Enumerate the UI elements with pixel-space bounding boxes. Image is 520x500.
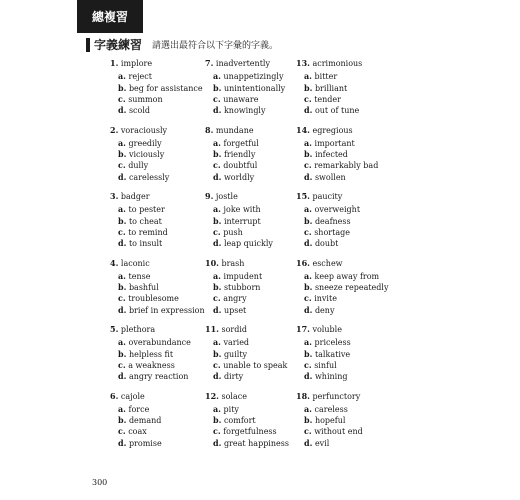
option-letter: d. <box>213 105 222 116</box>
option-letter: d. <box>304 371 313 382</box>
option-letter: b. <box>118 82 127 93</box>
question-number: 4. <box>110 257 119 268</box>
answer-option <box>296 349 406 360</box>
option-text: deny <box>314 305 335 315</box>
option-text: important <box>314 138 355 148</box>
answer-option <box>110 172 205 183</box>
option-text: varied <box>223 338 250 348</box>
option-text: push <box>223 227 243 237</box>
question-item <box>205 391 296 458</box>
option-text: pity <box>223 404 239 414</box>
option-letter: b. <box>304 149 313 160</box>
answer-option <box>296 404 406 415</box>
option-text: promise <box>128 438 162 448</box>
answer-option <box>205 426 296 437</box>
option-letter: b. <box>304 348 313 359</box>
answer-option <box>110 349 205 360</box>
option-text: unable to speak <box>223 360 288 370</box>
option-letter: c. <box>118 359 126 370</box>
option-letter: b. <box>118 149 127 160</box>
question-head <box>205 391 296 402</box>
option-letter: a. <box>304 204 312 215</box>
option-text: a weakness <box>128 360 175 370</box>
question-number: 15. <box>296 191 310 201</box>
option-letter: b. <box>118 348 127 359</box>
question-number: 11. <box>205 324 219 334</box>
section-title: 字義練習 <box>94 38 143 52</box>
question-word: voraciously <box>120 125 168 135</box>
answer-option <box>110 415 205 426</box>
question-word: solace <box>221 391 247 401</box>
answer-option <box>296 371 406 382</box>
answer-option <box>205 349 296 360</box>
option-text: to pester <box>128 205 165 215</box>
option-text: comfort <box>223 416 256 426</box>
question-number: 13. <box>296 58 310 68</box>
option-letter: d. <box>213 437 222 448</box>
option-letter: b. <box>118 415 127 426</box>
question-grid <box>110 58 406 457</box>
option-letter: a. <box>304 403 312 414</box>
question-head <box>296 258 406 269</box>
answer-option <box>110 227 205 238</box>
option-letter: a. <box>118 337 126 348</box>
answer-option <box>205 238 296 249</box>
question-item <box>110 391 205 458</box>
question-head <box>110 125 205 136</box>
option-text: whining <box>314 372 348 382</box>
answer-option <box>110 105 205 116</box>
question-number: 18. <box>296 390 310 401</box>
option-letter: c. <box>304 93 312 104</box>
answer-option <box>296 94 406 105</box>
option-letter: b. <box>118 215 127 226</box>
section-instruction: 請選出最符合以下字彙的字義。 <box>152 41 279 51</box>
option-letter: b. <box>304 82 313 93</box>
question-item <box>110 191 205 258</box>
option-text: out of tune <box>314 106 360 116</box>
question-item <box>205 58 296 125</box>
option-letter: a. <box>304 137 312 148</box>
answer-option <box>110 293 205 304</box>
option-letter: d. <box>213 171 222 182</box>
question-number: 17. <box>296 324 310 334</box>
option-text: sneeze repeatedly <box>314 283 389 293</box>
option-text: forgetfulness <box>223 427 277 437</box>
option-letter: c. <box>304 226 312 237</box>
answer-option <box>205 415 296 426</box>
answer-option <box>205 105 296 116</box>
question-word: badger <box>120 192 150 201</box>
option-letter: a. <box>213 204 221 215</box>
option-letter: a. <box>118 403 126 414</box>
question-item <box>110 258 205 325</box>
answer-option <box>296 415 406 426</box>
answer-option <box>296 271 406 282</box>
option-letter: a. <box>304 71 312 82</box>
option-letter: b. <box>304 282 313 293</box>
option-text: summon <box>128 94 163 104</box>
option-letter: d. <box>118 105 127 116</box>
option-letter: c. <box>118 426 126 437</box>
question-number: 7. <box>205 58 214 68</box>
option-text: helpless fit <box>128 349 174 359</box>
option-text: keep away from <box>314 271 380 281</box>
option-text: sinful <box>314 360 337 370</box>
answer-option <box>110 426 205 437</box>
question-item <box>296 58 406 125</box>
option-letter: b. <box>213 215 222 226</box>
option-letter: d. <box>304 171 313 182</box>
answer-option <box>205 172 296 183</box>
question-number: 3. <box>110 191 119 201</box>
answer-option <box>296 337 406 348</box>
answer-option <box>205 438 296 449</box>
option-letter: a. <box>118 204 126 215</box>
question-word: implore <box>120 59 153 68</box>
question-word: egregious <box>312 125 353 135</box>
question-head <box>296 125 406 136</box>
answer-option <box>205 360 296 371</box>
answer-option <box>205 293 296 304</box>
question-number: 16. <box>296 257 310 268</box>
section-header <box>86 36 278 53</box>
option-letter: c. <box>118 93 126 104</box>
answer-option <box>296 305 406 316</box>
option-text: impudent <box>223 271 263 281</box>
option-text: doubtful <box>223 161 258 171</box>
answer-option <box>296 204 406 215</box>
option-text: evil <box>314 438 330 448</box>
question-item <box>296 258 406 325</box>
option-letter: a. <box>304 337 312 348</box>
question-word: mundane <box>215 125 254 135</box>
option-text: doubt <box>314 239 339 249</box>
question-number: 5. <box>110 324 119 334</box>
option-letter: d. <box>304 437 313 448</box>
answer-option <box>110 149 205 160</box>
option-letter: a. <box>304 270 312 281</box>
answer-option <box>205 149 296 160</box>
answer-option <box>205 216 296 227</box>
question-head <box>110 58 205 69</box>
question-word: paucity <box>312 192 343 201</box>
answer-option <box>205 271 296 282</box>
option-letter: b. <box>304 215 313 226</box>
option-letter: d. <box>213 371 222 382</box>
answer-option <box>205 337 296 348</box>
question-item <box>205 324 296 391</box>
answer-option <box>205 160 296 171</box>
option-text: interrupt <box>223 216 261 226</box>
option-text: brief in expression <box>128 305 205 315</box>
answer-option <box>205 94 296 105</box>
answer-option <box>205 71 296 82</box>
option-text: angry <box>223 294 247 304</box>
question-word: plethora <box>120 325 156 334</box>
answer-option <box>110 305 205 316</box>
option-letter: c. <box>213 160 221 171</box>
option-letter: b. <box>213 415 222 426</box>
answer-option <box>205 138 296 149</box>
answer-option <box>110 83 205 94</box>
question-head <box>205 258 296 269</box>
question-head <box>110 191 205 202</box>
question-word: sordid <box>221 325 248 334</box>
option-letter: d. <box>304 238 313 249</box>
option-letter: d. <box>118 371 127 382</box>
answer-option <box>110 138 205 149</box>
answer-option <box>110 204 205 215</box>
option-letter: c. <box>304 160 312 171</box>
option-text: bitter <box>314 72 338 82</box>
question-word: inadvertently <box>215 59 270 68</box>
option-letter: b. <box>118 282 127 293</box>
answer-option <box>110 160 205 171</box>
option-text: overabundance <box>128 338 191 348</box>
answer-option <box>205 204 296 215</box>
option-text: to cheat <box>128 216 162 226</box>
option-letter: d. <box>118 437 127 448</box>
option-text: upset <box>223 305 247 315</box>
option-letter: b. <box>213 82 222 93</box>
option-text: priceless <box>314 338 351 348</box>
option-text: remarkably bad <box>314 161 379 171</box>
question-head <box>205 125 296 136</box>
option-text: carelessly <box>128 172 170 182</box>
question-head <box>110 391 205 402</box>
question-head <box>110 324 205 335</box>
option-text: unaware <box>223 94 259 104</box>
option-text: coax <box>128 427 147 437</box>
option-text: tense <box>128 271 151 281</box>
answer-option <box>296 227 406 238</box>
answer-option <box>205 305 296 316</box>
option-letter: b. <box>213 348 222 359</box>
question-item <box>205 258 296 325</box>
option-letter: d. <box>118 238 127 249</box>
option-text: without end <box>314 427 363 437</box>
answer-option <box>296 149 406 160</box>
option-text: bashful <box>128 283 159 293</box>
option-text: dirty <box>223 372 244 382</box>
option-text: scold <box>128 106 151 116</box>
option-letter: a. <box>213 403 221 414</box>
option-text: overweight <box>314 205 361 215</box>
option-text: tender <box>314 94 341 104</box>
question-head <box>296 324 406 335</box>
option-letter: c. <box>213 93 221 104</box>
question-item <box>296 391 406 458</box>
page-number: 300 <box>92 478 108 487</box>
answer-option <box>296 426 406 437</box>
answer-option <box>110 271 205 282</box>
answer-option <box>110 360 205 371</box>
answer-option <box>110 371 205 382</box>
question-word: perfunctory <box>312 391 361 401</box>
option-text: brilliant <box>314 83 348 93</box>
answer-option <box>296 293 406 304</box>
answer-option <box>296 238 406 249</box>
option-text: stubborn <box>223 283 261 293</box>
option-text: force <box>128 404 150 414</box>
question-head <box>296 391 406 402</box>
option-text: viciously <box>128 150 165 160</box>
question-item <box>110 125 205 192</box>
answer-option <box>110 337 205 348</box>
answer-option <box>296 83 406 94</box>
answer-option <box>296 360 406 371</box>
option-letter: c. <box>118 293 126 304</box>
question-item <box>205 191 296 258</box>
answer-option <box>205 282 296 293</box>
option-text: deafness <box>314 216 351 226</box>
option-letter: c. <box>213 426 221 437</box>
question-number: 6. <box>110 390 119 401</box>
answer-option <box>296 282 406 293</box>
answer-option <box>205 371 296 382</box>
option-letter: d. <box>213 304 222 315</box>
answer-option <box>296 138 406 149</box>
answer-option <box>110 438 205 449</box>
option-letter: a. <box>213 137 221 148</box>
question-word: brash <box>221 258 245 268</box>
answer-option <box>205 83 296 94</box>
option-letter: d. <box>118 304 127 315</box>
option-text: joke with <box>223 205 261 215</box>
option-text: unappetizingly <box>223 72 284 82</box>
question-number: 1. <box>110 58 119 68</box>
question-item <box>296 191 406 258</box>
answer-option <box>110 282 205 293</box>
option-text: unintentionally <box>223 83 286 93</box>
question-word: jostle <box>215 192 238 201</box>
option-text: reject <box>128 72 152 82</box>
option-text: greedily <box>128 138 162 148</box>
section-bar-marker <box>86 38 90 52</box>
answer-option <box>205 404 296 415</box>
option-text: swollen <box>314 172 346 182</box>
question-word: acrimonious <box>312 59 363 68</box>
option-letter: d. <box>304 105 313 116</box>
question-word: eschew <box>312 258 343 268</box>
option-text: to remind <box>128 227 168 237</box>
option-text: to insult <box>128 239 163 249</box>
option-letter: c. <box>213 359 221 370</box>
option-letter: a. <box>118 137 126 148</box>
answer-option <box>205 227 296 238</box>
question-number: 14. <box>296 124 310 135</box>
question-head <box>205 58 296 69</box>
option-letter: d. <box>118 171 127 182</box>
option-letter: c. <box>304 293 312 304</box>
answer-option <box>296 216 406 227</box>
option-text: beg for assistance <box>128 83 203 93</box>
chapter-tab-label: 總複習 <box>91 10 128 24</box>
option-letter: c. <box>118 226 126 237</box>
answer-option <box>110 94 205 105</box>
option-letter: a. <box>213 270 221 281</box>
option-text: hopeful <box>314 416 346 426</box>
question-head <box>296 191 406 202</box>
question-number: 2. <box>110 124 119 135</box>
answer-option <box>296 160 406 171</box>
question-item <box>110 324 205 391</box>
option-letter: c. <box>304 359 312 370</box>
question-number: 10. <box>205 257 219 268</box>
option-text: careless <box>314 404 348 414</box>
option-text: infected <box>314 150 348 160</box>
question-head <box>296 58 406 69</box>
option-letter: c. <box>213 226 221 237</box>
option-letter: c. <box>118 160 126 171</box>
option-text: troublesome <box>128 294 179 304</box>
question-item <box>296 324 406 391</box>
answer-option <box>110 404 205 415</box>
option-text: great happiness <box>223 438 289 448</box>
question-head <box>205 324 296 335</box>
option-letter: b. <box>213 149 222 160</box>
option-text: talkative <box>314 349 351 359</box>
option-text: invite <box>314 294 337 304</box>
option-letter: b. <box>304 415 313 426</box>
option-text: guilty <box>223 349 248 359</box>
option-text: dully <box>128 161 149 171</box>
answer-option <box>110 71 205 82</box>
question-word: laconic <box>120 258 150 268</box>
option-letter: b. <box>213 282 222 293</box>
answer-option <box>110 238 205 249</box>
answer-option <box>296 172 406 183</box>
question-item <box>205 125 296 192</box>
answer-option <box>296 71 406 82</box>
option-letter: d. <box>304 304 313 315</box>
option-letter: a. <box>213 337 221 348</box>
option-letter: c. <box>213 293 221 304</box>
question-number: 8. <box>205 124 214 135</box>
question-word: cajole <box>120 391 145 401</box>
option-letter: a. <box>213 71 221 82</box>
question-number: 9. <box>205 191 214 201</box>
question-number: 12. <box>205 390 219 401</box>
option-letter: d. <box>213 238 222 249</box>
question-word: voluble <box>312 325 342 334</box>
question-head <box>205 191 296 202</box>
option-letter: a. <box>118 270 126 281</box>
option-text: forgetful <box>223 138 259 148</box>
answer-option <box>296 105 406 116</box>
question-item <box>110 58 205 125</box>
option-letter: c. <box>304 426 312 437</box>
chapter-tab <box>77 0 143 33</box>
option-text: friendly <box>223 150 256 160</box>
option-text: worldly <box>223 172 255 182</box>
option-text: shortage <box>314 227 350 237</box>
question-head <box>110 258 205 269</box>
answer-option <box>110 216 205 227</box>
option-text: leap quickly <box>223 239 273 249</box>
option-text: demand <box>128 416 162 426</box>
question-item <box>296 125 406 192</box>
option-letter: a. <box>118 71 126 82</box>
answer-option <box>296 438 406 449</box>
option-text: angry reaction <box>128 372 189 382</box>
option-text: knowingly <box>223 106 266 116</box>
